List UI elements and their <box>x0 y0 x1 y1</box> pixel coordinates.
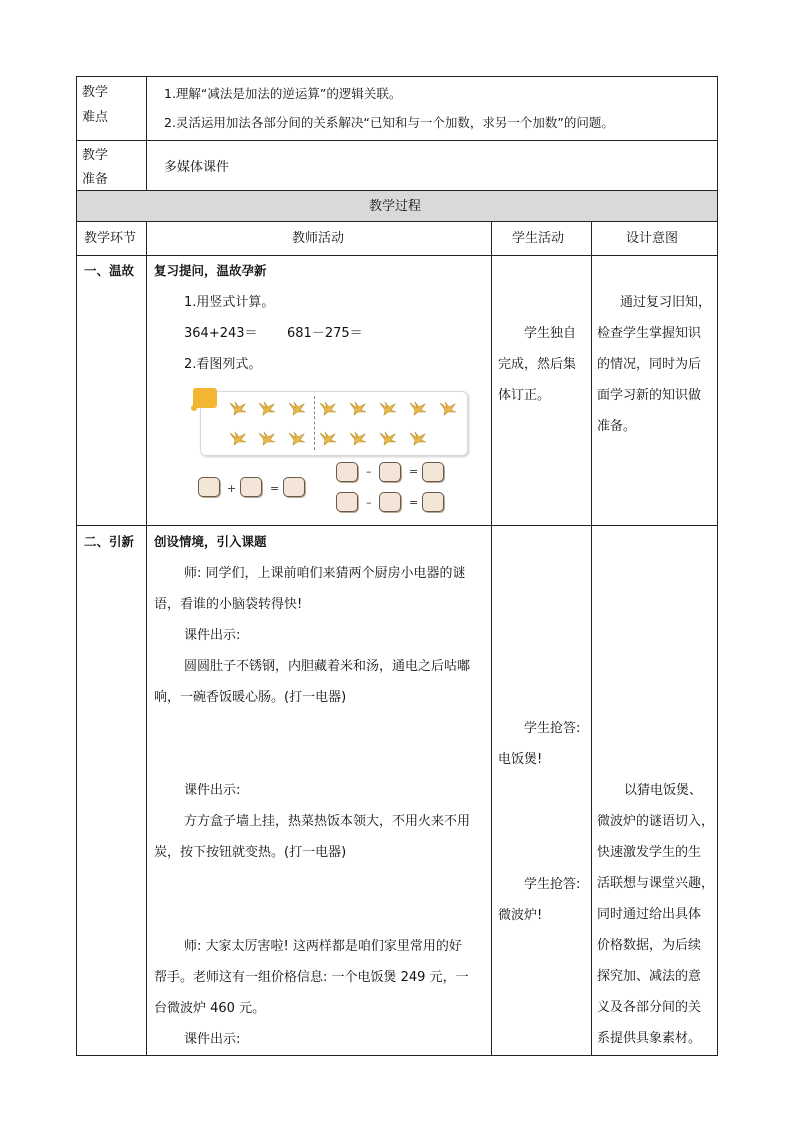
main-table <box>76 221 718 1056</box>
sec2-answer1-l2: 电饭煲! <box>498 752 543 767</box>
sec2-intent-l9: 系提供具象素材。 <box>597 1031 702 1046</box>
sec2-intent-l3: 快速激发学生的生 <box>597 845 702 860</box>
difficulty-label-b: 难点 <box>82 110 109 125</box>
prep-label-b: 准备 <box>82 172 109 187</box>
sec1-intent-l2: 检查学生掌握知识 <box>597 326 702 341</box>
bird-icon <box>257 430 277 446</box>
top-row-divider <box>76 140 718 141</box>
sec2-intent-l1: 以猜电饭煲、 <box>624 783 703 798</box>
sec1-intent-l4: 面学习新的知识做 <box>597 388 702 403</box>
number-card-icon <box>336 492 358 512</box>
minus-sign: – <box>366 496 372 509</box>
col-divider-3 <box>591 221 592 1056</box>
number-card-icon <box>422 462 444 482</box>
number-card-icon <box>240 477 262 497</box>
sec2-riddle1-l2: 响，一碗香饭暖心肠。(打一电器) <box>154 690 347 705</box>
bird-icon <box>408 400 428 416</box>
difficulty-label-a: 教学 <box>82 85 109 100</box>
bird-icon <box>438 400 458 416</box>
bird-icon <box>348 430 368 446</box>
prep-label-a: 教学 <box>82 148 109 163</box>
minus-sign: – <box>366 465 372 478</box>
sec2-show1: 课件出示: <box>184 628 241 643</box>
bird-icon <box>228 430 248 446</box>
number-card-icon <box>198 477 220 497</box>
sec2-answer1-l1: 学生抢答: <box>524 721 581 736</box>
table-bottom-line <box>76 1055 718 1056</box>
stage-2: 二、引新 <box>84 534 135 549</box>
sec2-answer2-l1: 学生抢答: <box>524 877 581 892</box>
sec2-show3: 课件出示: <box>184 1032 241 1047</box>
number-card-icon <box>283 477 305 497</box>
bird-icon <box>348 400 368 416</box>
top-divider <box>146 76 147 191</box>
sec1-title: 复习提问，温故孕新 <box>154 263 267 278</box>
process-title: 教学过程 <box>369 199 422 214</box>
sec1-item1: 1.用竖式计算。 <box>184 295 275 310</box>
sec2-p1-l1: 师: 同学们，上课前咱们来猜两个厨房小电器的谜 <box>184 566 466 581</box>
sec1-calc-b: 681－275＝ <box>287 326 363 341</box>
sec2-title: 创设情境，引入课题 <box>154 534 267 549</box>
sec2-p2-l1: 师: 大家太厉害啦! 这两样都是咱们家里常用的好 <box>184 939 462 954</box>
plus-sign: + <box>227 482 237 495</box>
sec2-p1-l2: 语，看谁的小脑袋转得快! <box>154 597 303 612</box>
sec2-riddle2-l2: 炭，按下按钮就变热。(打一电器) <box>154 845 347 860</box>
sec1-intent-l5: 准备。 <box>597 419 637 434</box>
sec1-item2: 2.看图列式。 <box>184 357 262 372</box>
sec2-riddle1-l1: 圆圆肚子不锈钢，内胆藏着米和汤，通电之后咕嘟 <box>184 659 471 674</box>
bird-divider <box>314 396 315 450</box>
prep-content: 多媒体课件 <box>164 160 230 175</box>
bird-icon <box>287 430 307 446</box>
difficulty-line-2: 2.灵活运用加法各部分间的关系解决“已知和与一个加数，求另一个加数”的问题。 <box>164 115 614 130</box>
sec2-p2-l2: 帮手。老师这有一组价格信息: 一个电饭煲 249 元，一 <box>154 970 469 985</box>
bird-icon <box>228 400 248 416</box>
number-card-icon <box>336 462 358 482</box>
sec1-calc-a: 364+243＝ <box>184 326 258 341</box>
number-card-icon <box>422 492 444 512</box>
sec1-student-l3: 体订正。 <box>498 388 551 403</box>
sec2-intent-l4: 活联想与课堂兴趣， <box>597 876 715 891</box>
sec2-intent-l6: 价格数据，为后续 <box>597 938 702 953</box>
col-header-teacher: 教师活动 <box>292 231 345 246</box>
bird-icon <box>378 430 398 446</box>
sec2-intent-l5: 同时通过给出具体 <box>597 907 702 922</box>
col-header-stage: 教学环节 <box>84 231 137 246</box>
equals-sign: = <box>409 465 419 478</box>
sec1-intent-l1: 通过复习旧知， <box>620 295 712 310</box>
bird-icon <box>378 400 398 416</box>
col-divider-2 <box>491 221 492 1056</box>
equals-sign: = <box>409 496 419 509</box>
bird-icon <box>408 430 428 446</box>
number-card-icon <box>379 462 401 482</box>
stage-1: 一、温故 <box>84 263 135 278</box>
difficulty-line-1: 1.理解“减法是加法的逆运算”的逻辑关联。 <box>164 86 402 101</box>
sec2-riddle2-l1: 方方盒子墙上挂，热菜热饭本领大，不用火来不用 <box>184 814 471 829</box>
bird-icon <box>287 400 307 416</box>
badge-icon <box>190 386 218 412</box>
equals-sign: = <box>270 482 280 495</box>
col-header-intent: 设计意图 <box>626 231 679 246</box>
section-divider <box>76 525 718 526</box>
header-row-divider <box>76 255 718 256</box>
bird-icon <box>318 430 338 446</box>
sec2-intent-l2: 微波炉的谜语切入， <box>597 814 715 829</box>
sec2-show2: 课件出示: <box>184 783 241 798</box>
sec1-student-l2: 完成，然后集 <box>498 357 577 372</box>
sec1-student-l1: 学生独自 <box>524 326 577 341</box>
sec2-intent-l7: 探究加、减法的意 <box>597 969 702 984</box>
sec1-intent-l3: 的情况，同时为后 <box>597 357 702 372</box>
bird-icon <box>257 400 277 416</box>
sec2-p2-l3: 台微波炉 460 元。 <box>154 1001 266 1016</box>
col-header-student: 学生活动 <box>512 231 565 246</box>
number-card-icon <box>379 492 401 512</box>
col-divider-1 <box>146 221 147 1056</box>
bird-icon <box>318 400 338 416</box>
sec2-intent-l8: 义及各部分间的关 <box>597 1000 702 1015</box>
sec2-answer2-l2: 微波炉! <box>498 908 543 923</box>
